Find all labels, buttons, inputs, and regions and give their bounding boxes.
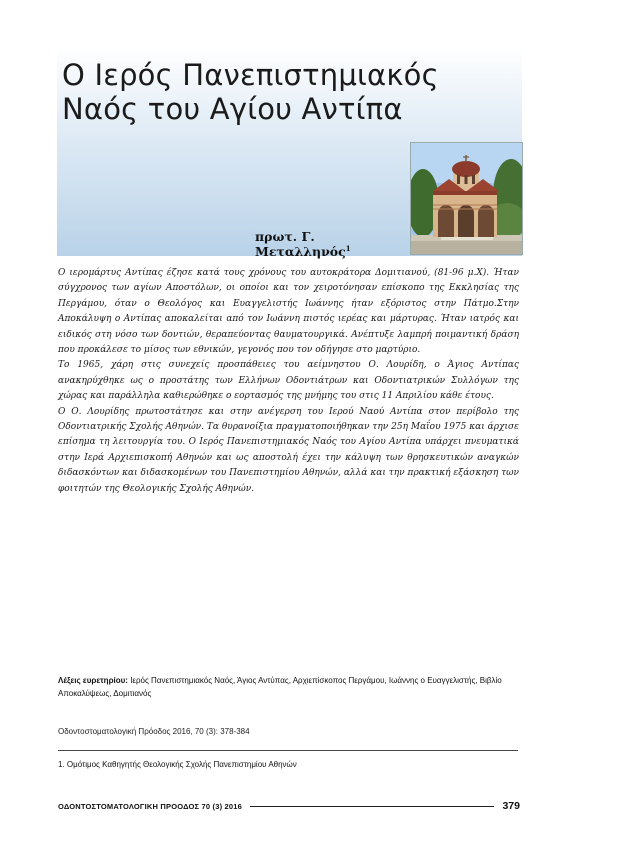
author-footnote-mark: 1	[345, 244, 351, 253]
article-title: Ο Ιερός Πανεπιστημιακός Ναός του Αγίου Αντίπα	[62, 58, 439, 126]
keywords-label: Λέξεις ευρετηρίου:	[58, 676, 128, 685]
footer-rule	[250, 806, 494, 807]
keywords-text: Ιερός Πανεπιστημιακός Ναός, Άγιος Αντύπας, Αρχιεπίσκοπος Περγάμου, Ιωάννης ο Ευαγγελιστής, Βιβλίο Αποκαλύψεως, Δομιτιανός	[58, 676, 502, 698]
citation: Οδοντοστοματολογική Πρόοδος 2016, 70 (3): 378-384	[58, 727, 250, 736]
church-photo-illustration	[411, 143, 522, 254]
keywords	[58, 675, 523, 700]
author-line	[255, 229, 405, 259]
page-number: 379	[502, 800, 520, 812]
footnote-divider	[58, 750, 518, 751]
author-name: πρωτ. Γ. Μεταλληνός	[255, 229, 346, 260]
page-footer	[58, 799, 520, 813]
article-body	[58, 266, 519, 497]
body-paragraph-2: Το 1965, χάρη στις συνεχείς προσπάθειες του αείμνηστου Ο. Λουρίδη, ο Άγιος Αντίπας ανακηρύχθηκε ως ο προστάτης των Ελλήνων Οδοντιάτρων και Οδοντιατρικών Συλλόγων της χώρας και παράλληλα καθιερώθηκε ο εορτασμός της μνήμης του στις 11 Απριλίου κάθε έτους.	[58, 360, 519, 402]
footer-journal: ΟΔΟΝΤΟΣΤΟΜΑΤΟΛΟΓΙΚΗ ΠΡΟΟΔΟΣ 70 (3) 2016	[58, 801, 243, 811]
footnote: 1. Ομότιμος Καθηγητής Θεολογικής Σχολής Πανεπιστημίου Αθηνών	[58, 760, 297, 769]
body-paragraph-1: Ο ιερομάρτυς Αντίπας έζησε κατά τους χρόνους του αυτοκράτορα Δομιτιανού, (81-96 μ.Χ). Ήταν σύγχρονος των αγίων Αποστόλων, οι οποίοι και τον χειροτόνησαν επίσκοπο της Εκκλησίας της Περγάμου, όταν ο Θεολόγος και Ευαγγελιστής Ιωάννης ήταν εξόριστος στην Πάτμο.Στην Αποκάλυψη ο Αντίπας αποκαλείται από τον Ιωάννη πιστός ιερέας και μάρτυρας. Ήταν ιατρός και ειδικός στη νόσο των δοντιών, θεραπεύοντας θαυματουργικά. Ανέπτυξε λαμπρή ποιμαντική δράση που προκάλεσε το μίσος των εθνικών, γεγονός που τον οδήγησε στο μαρτύριο.	[58, 268, 519, 356]
body-paragraph-3: Ο Ο. Λουρίδης πρωτοστάτησε και στην ανέγερση του Ιερού Ναού Αντίπα στον περίβολο της Οδοντιατρικής Σχολής Αθηνών. Τα θυρανοίξια πραγματοποιήθηκαν την 25η Μαΐου 1975 και άρχισε επίσημα τη λειτουργία του. Ο Ιερός Πανεπιστημιακός Ναός του Αγίου Αντίπα υπάρχει πνευματικά στην Ιερά Αρχιεπισκοπή Αθηνών και ως αποστολή έχει την κάλυψη των θρησκευτικών αναγκών διδασκόντων και διδασκομένων του Πανεπιστημίου Αθηνών, αλλά και την πρακτική εξάσκηση των φοιτητών της Θεολογικής Σχολής Αθηνών.	[58, 406, 519, 494]
church-photo	[410, 142, 523, 255]
